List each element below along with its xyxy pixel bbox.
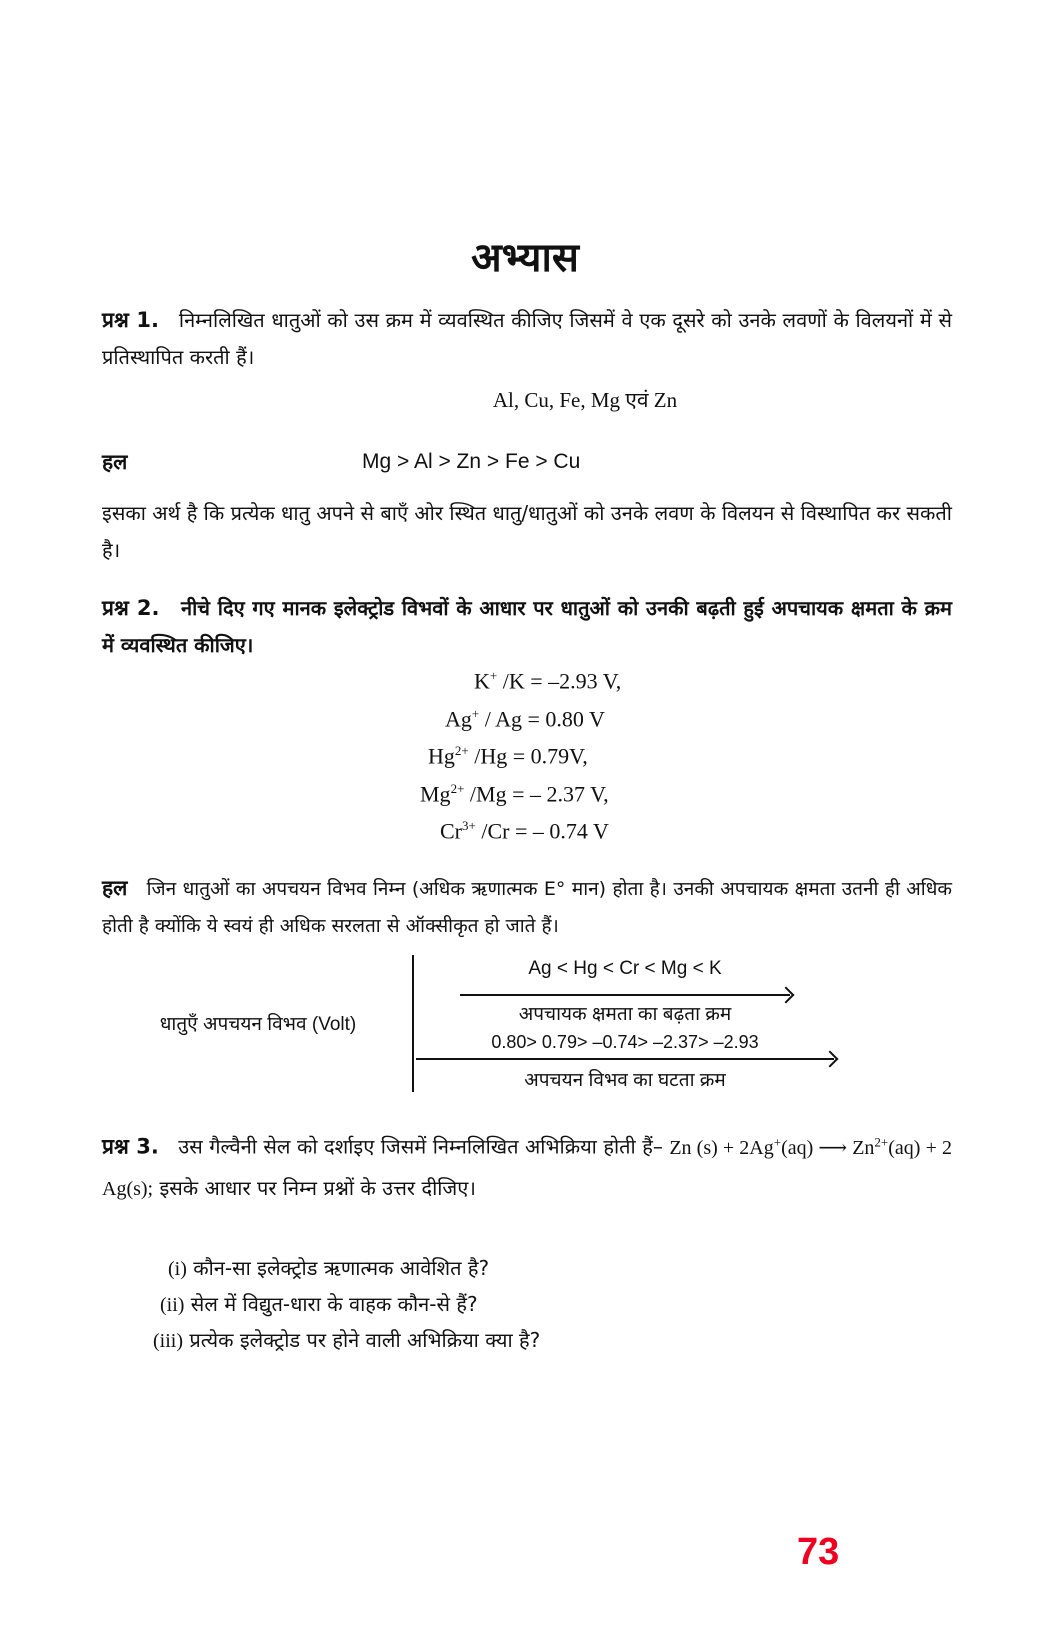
potential-hg: $Hg^{2+}$ /Hg = 0.79V, (428, 743, 588, 769)
subquestion-3: (iii) प्रत्येक इलेक्ट्रोड पर होने वाली अभिक्रिया क्या है? (153, 1328, 541, 1352)
question-3-text: उस गैल्वैनी सेल को दर्शाइए जिसमें निम्नलिखित अभिक्रिया होती हैं– (178, 1134, 663, 1159)
potential-k: K+ /K = –2.93 V, (474, 668, 622, 694)
subquestion-1: (i) कौन-सा इलेक्ट्रोड ऋणात्मक आवेशित है? (168, 1256, 490, 1280)
question-2-label: प्रश्न 2. (102, 596, 160, 620)
potential-order: 0.80> 0.79> –0.74> –2.37> –2.93 (491, 1032, 759, 1052)
reaction-equation: Zn (s) + 2Ag+(aq) ⟶ $Zn^{2+}(aq) + 2$ Ag(s); (102, 1134, 952, 1200)
arrow-right-icon (460, 994, 790, 996)
page-number: 73 (797, 1531, 840, 1573)
solution-2-label: हल (102, 876, 128, 900)
solution-1-order: Mg > Al > Zn > Fe > Cu (362, 450, 581, 473)
question-3-text-after: इसके आधार पर निम्न प्रश्नों के उत्तर दीजिए। (159, 1175, 476, 1200)
metals-list: Al, Cu, Fe, Mg एवं Zn (492, 388, 678, 412)
page-title: अभ्यास (471, 235, 579, 281)
potential-cr: $Cr^{3+}$ /Cr = – 0.74 V (440, 818, 609, 844)
question-1-text: निम्नलिखित धातुओं को उस क्रम में व्यवस्थित कीजिए जिसमें वे एक दूसरे को उनके लवणों के विलयनों में से प्रतिस्थापित करती हैं। (102, 308, 952, 369)
question-1-label: प्रश्न 1. (102, 308, 159, 332)
potential-ag: Ag+ / Ag = 0.80 V (445, 706, 605, 732)
potential-mg: $Mg^{2+}$ /Mg = – 2.37 V, (420, 781, 609, 807)
question-3 (102, 1122, 952, 1209)
subquestion-2: (ii) सेल में विद्युत-धारा के वाहक कौन-से हैं? (160, 1292, 478, 1316)
question-1 (102, 302, 952, 376)
question-2-text: नीचे दिए गए मानक इलेक्ट्रोड विभवों के आधार पर धातुओं को उनकी बढ़ती हुई अपचायक क्षमता के क्रम में व्यवस्थित कीजिए। (102, 596, 952, 657)
question-3-label: प्रश्न 3. (102, 1134, 159, 1159)
solution-2-text: जिन धातुओं का अपचयन विभव निम्न (अधिक ऋणात्मक E° मान) होता है। उनकी अपचायक क्षमता उतनी ही अधिक होती है क्योंकि ये स्वयं ही अधिक सरलता से ऑक्सीकृत हो जाते हैं। (102, 878, 952, 937)
metal-order-caption: अपचायक क्षमता का बढ़ता क्रम (518, 1004, 732, 1025)
solution-2 (102, 870, 952, 945)
potential-order-caption: अपचयन विभव का घटता क्रम (524, 1070, 726, 1091)
question-2 (102, 590, 952, 664)
solution-1-explanation: इसका अर्थ है कि प्रत्येक धातु अपने से बाएँ ओर स्थित धातु/धातुओं को उनके लवण के विलयन से विस्थापित कर सकती है। (102, 501, 952, 562)
solution-1-label: हल (102, 450, 128, 474)
diagram-divider (412, 955, 414, 1092)
arrow-right-icon (416, 1058, 834, 1060)
diagram-left-label: धातुएँ अपचयन विभव (Volt) (159, 1014, 357, 1035)
metal-order: Ag < Hg < Cr < Mg < K (528, 958, 722, 979)
